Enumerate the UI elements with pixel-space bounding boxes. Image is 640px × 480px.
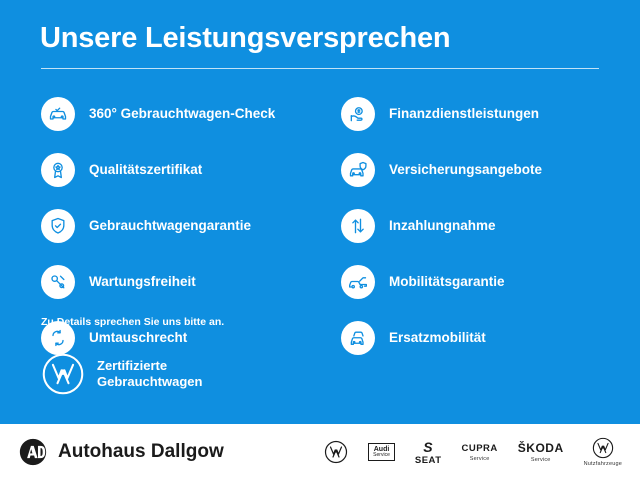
promise-item [41, 95, 301, 133]
vw-certified-line1: Zertifizierte [97, 357, 168, 373]
coin-hand-icon [341, 97, 375, 131]
title-divider [41, 68, 599, 69]
vw-logo-icon [41, 352, 85, 396]
promises-column-right [341, 95, 601, 357]
audi-service-line1: Audi [373, 446, 390, 453]
promise-label: Inzahlungnahme [389, 218, 496, 234]
promise-label: 360° Gebrauchtwagen-Check [89, 106, 276, 122]
promise-label: Versicherungsangebote [389, 162, 543, 178]
ad-monogram-icon [18, 437, 48, 467]
vw-certified-text [97, 358, 202, 391]
car-insurance-icon [341, 153, 375, 187]
promise-item [41, 151, 301, 189]
skoda-service-sub: Service [530, 457, 551, 463]
shield-check-icon [41, 209, 75, 243]
skoda-wordmark: ŠKODA [517, 441, 564, 455]
tow-car-icon [341, 265, 375, 299]
promise-label: Wartungsfreiheit [89, 274, 196, 290]
skoda-service-logo [518, 441, 564, 463]
dealer-name: Autohaus Dallgow [58, 441, 224, 462]
cupra-service-sub: Service [469, 455, 490, 462]
cupra-wordmark: CUPRA [461, 442, 498, 454]
vw-logo-icon [324, 440, 348, 464]
up-down-arrows-icon [341, 209, 375, 243]
certificate-seal-icon [41, 153, 75, 187]
vw-certified-block [41, 352, 202, 396]
promise-item [341, 151, 601, 189]
promise-label: Ersatzmobilität [389, 330, 486, 346]
promise-item [341, 207, 601, 245]
promise-item [341, 263, 601, 301]
page-title: Unsere Leistungsversprechen [40, 22, 451, 54]
footer-bar [0, 424, 640, 480]
seat-wordmark: SEAT [414, 454, 442, 466]
details-note: Zu Details sprechen Sie uns bitte an. [41, 316, 225, 328]
wrench-gear-icon [41, 265, 75, 299]
cupra-service-logo [462, 443, 498, 462]
dealer-branding [18, 437, 224, 467]
vw-nutzfahrzeuge-sub: Nutzfahrzeuge [583, 461, 622, 467]
promise-item [341, 319, 601, 357]
promise-item [41, 263, 301, 301]
vw-certified-line2: Gebrauchtwagen [97, 374, 203, 389]
brand-logos [324, 437, 622, 467]
promise-label: Qualitätszertifikat [89, 162, 203, 178]
promise-label: Finanzdienstleistungen [389, 106, 540, 122]
replacement-car-icon [341, 321, 375, 355]
promise-item [41, 207, 301, 245]
seat-logo [415, 439, 442, 466]
promise-item [341, 95, 601, 133]
promise-label: Umtauschrecht [89, 330, 188, 346]
promise-label: Gebrauchtwagengarantie [89, 218, 252, 234]
vw-nutzfahrzeuge-logo [584, 437, 622, 467]
car-check-icon [41, 97, 75, 131]
audi-service-logo [368, 443, 395, 461]
audi-service-line2: Service [373, 452, 390, 458]
promise-label: Mobilitätsgarantie [389, 274, 505, 290]
audi-service-box [368, 443, 395, 461]
seat-mark: S [423, 438, 434, 455]
